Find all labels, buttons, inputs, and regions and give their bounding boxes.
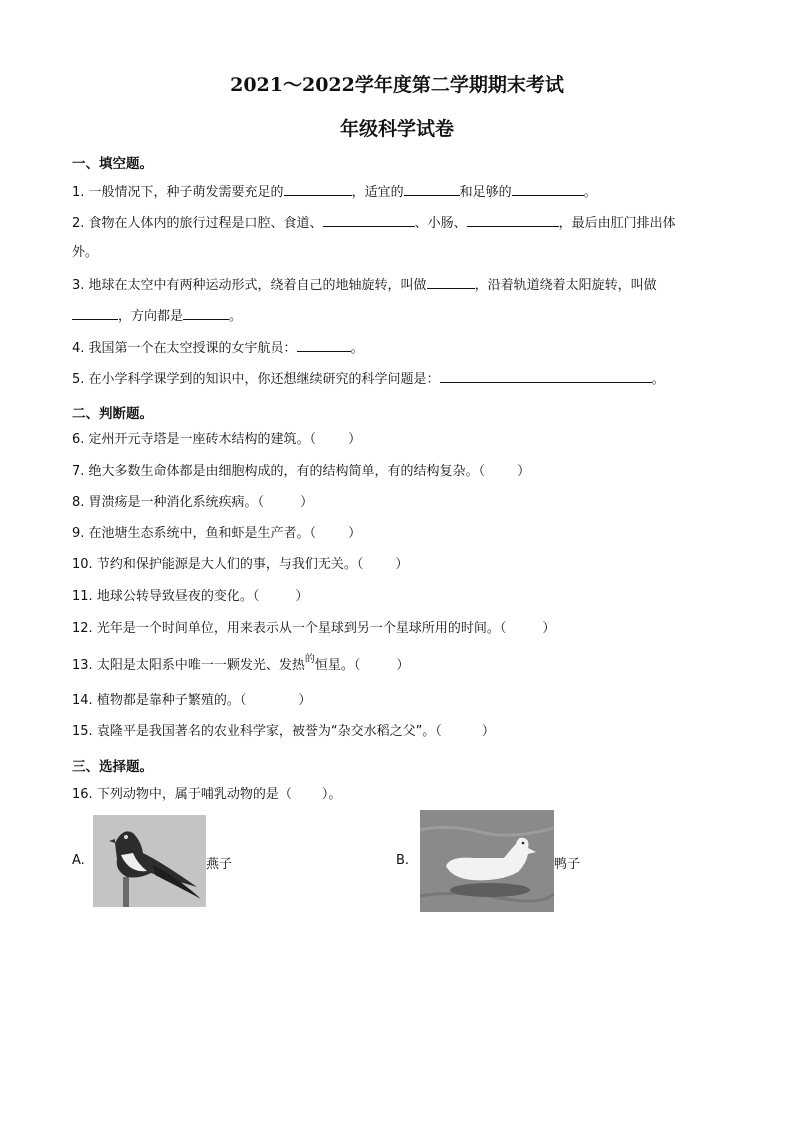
question-text: ）。 bbox=[321, 787, 342, 802]
answer-blank[interactable] bbox=[284, 183, 352, 196]
question-text: ） bbox=[348, 526, 362, 541]
answer-blank[interactable] bbox=[323, 214, 415, 227]
question-number: 10. bbox=[72, 557, 93, 572]
option-b-name[interactable]: 鸭子 bbox=[554, 857, 581, 872]
question-number: 15. bbox=[72, 724, 93, 739]
question-text: 在池塘生态系统中，鱼和虾是生产者。（ bbox=[88, 526, 317, 541]
question-number: 4. bbox=[72, 341, 85, 356]
answer-blank[interactable] bbox=[72, 307, 118, 320]
question-14 bbox=[72, 692, 311, 710]
section-heading-multiple-choice: 三、选择题。 bbox=[72, 759, 153, 775]
question-number: 9. bbox=[72, 526, 85, 541]
question-text: ） bbox=[396, 658, 410, 673]
question-number: 5. bbox=[72, 372, 85, 387]
question-number: 8. bbox=[72, 495, 85, 510]
answer-blank[interactable] bbox=[404, 183, 460, 196]
question-number: 2. bbox=[72, 216, 85, 231]
question-10 bbox=[72, 556, 408, 574]
option-a-name[interactable]: 燕子 bbox=[206, 857, 233, 872]
question-number: 3. bbox=[72, 278, 85, 293]
question-text: 太阳是太阳系中唯一一颗发光、发热 bbox=[96, 658, 305, 673]
exam-subtitle: 年级科学试卷 bbox=[339, 118, 454, 140]
question-text: 胃溃疡是一种消化系统疾病。（ bbox=[88, 495, 265, 510]
exam-title: 2021～2022学年度第二学期期末考试 bbox=[230, 74, 564, 96]
question-5 bbox=[72, 370, 665, 389]
question-text: ） bbox=[395, 557, 409, 572]
answer-blank[interactable] bbox=[512, 183, 584, 196]
question-text: 下列动物中，属于哺乳动物的是（ bbox=[96, 787, 292, 802]
question-text: 植物都是靠种子繁殖的。（ bbox=[96, 693, 247, 708]
answer-blank[interactable] bbox=[467, 214, 559, 227]
question-6 bbox=[72, 431, 361, 449]
question-text: ） bbox=[300, 495, 314, 510]
question-number: 1. bbox=[72, 185, 85, 200]
option-b-letter[interactable]: B. bbox=[396, 853, 410, 868]
question-number: 12. bbox=[72, 621, 93, 636]
question-11 bbox=[72, 588, 308, 606]
question-text: ） bbox=[517, 464, 531, 479]
question-text: 地球公转导致昼夜的变化。（ bbox=[96, 589, 260, 604]
question-text: 外。 bbox=[72, 245, 99, 260]
question-text: 食物在人体内的旅行过程是口腔、食道、 bbox=[88, 216, 323, 231]
question-number: 6. bbox=[72, 432, 85, 447]
question-number: 11. bbox=[72, 589, 93, 604]
question-text: 和足够的 bbox=[459, 185, 512, 200]
question-number: 14. bbox=[72, 693, 93, 708]
question-9 bbox=[72, 525, 361, 543]
question-text: 地球在太空中有两种运动形式，绕着自己的地轴旋转，叫做 bbox=[88, 278, 427, 293]
question-2-continued bbox=[72, 244, 98, 262]
question-3-continued bbox=[72, 307, 242, 326]
answer-blank[interactable] bbox=[183, 307, 229, 320]
question-text: ） bbox=[481, 724, 495, 739]
question-1 bbox=[72, 183, 597, 202]
question-text: ） bbox=[348, 432, 362, 447]
question-text: ） bbox=[298, 693, 312, 708]
answer-blank[interactable] bbox=[440, 370, 652, 383]
question-number: 7. bbox=[72, 464, 85, 479]
question-text: 、小肠、 bbox=[414, 216, 467, 231]
question-text: ） bbox=[542, 621, 556, 636]
question-text: 。 bbox=[350, 341, 364, 356]
question-12 bbox=[72, 620, 555, 638]
duck-photo[interactable] bbox=[420, 810, 554, 912]
question-text: 在小学科学课学到的知识中，你还想继续研究的科学问题是： bbox=[88, 372, 440, 387]
question-text: 我国第一个在太空授课的女宇航员： bbox=[88, 341, 297, 356]
question-13 bbox=[72, 654, 410, 676]
question-text: 定州开元寺塔是一座砖木结构的建筑。（ bbox=[88, 432, 317, 447]
duck-icon bbox=[420, 810, 554, 912]
swallow-photo[interactable] bbox=[93, 815, 206, 907]
question-text: 节约和保护能源是大人们的事，与我们无关。（ bbox=[96, 557, 364, 572]
question-2 bbox=[72, 214, 676, 233]
question-text: 。 bbox=[583, 185, 597, 200]
answer-blank[interactable] bbox=[427, 276, 475, 289]
section-heading-true-false: 二、判断题。 bbox=[72, 406, 153, 422]
superscript-char: 的 bbox=[304, 654, 315, 665]
question-16 bbox=[72, 786, 341, 804]
question-4 bbox=[72, 339, 364, 358]
question-text: ，沿着轨道绕着太阳旋转，叫做 bbox=[474, 278, 657, 293]
question-text: 。 bbox=[651, 372, 665, 387]
question-text: 绝大多数生命体都是由细胞构成的，有的结构简单，有的结构复杂。（ bbox=[88, 464, 486, 479]
question-8 bbox=[72, 494, 313, 512]
question-text: ，适宜的 bbox=[351, 185, 404, 200]
question-text: 。 bbox=[229, 309, 243, 324]
question-text: ，方向都是 bbox=[118, 309, 184, 324]
swallow-icon bbox=[93, 815, 206, 907]
question-7 bbox=[72, 463, 530, 481]
question-3 bbox=[72, 276, 657, 295]
question-number: 16. bbox=[72, 787, 93, 802]
question-text: 恒星。（ bbox=[314, 658, 361, 673]
section-heading-fill-blank: 一、填空题。 bbox=[72, 156, 153, 172]
question-15 bbox=[72, 723, 495, 741]
option-a-letter[interactable]: A. bbox=[72, 853, 85, 868]
question-text: 光年是一个时间单位，用来表示从一个星球到另一个星球所用的时间。（ bbox=[96, 621, 507, 636]
question-text: 一般情况下，种子萌发需要充足的 bbox=[88, 185, 284, 200]
question-text: ，最后由肛门排出体 bbox=[558, 216, 676, 231]
question-text: ） bbox=[295, 589, 309, 604]
question-number: 13. bbox=[72, 658, 93, 673]
answer-blank[interactable] bbox=[297, 339, 351, 352]
question-text: 袁隆平是我国著名的农业科学家，被誉为“杂交水稻之父”。（ bbox=[96, 724, 442, 739]
